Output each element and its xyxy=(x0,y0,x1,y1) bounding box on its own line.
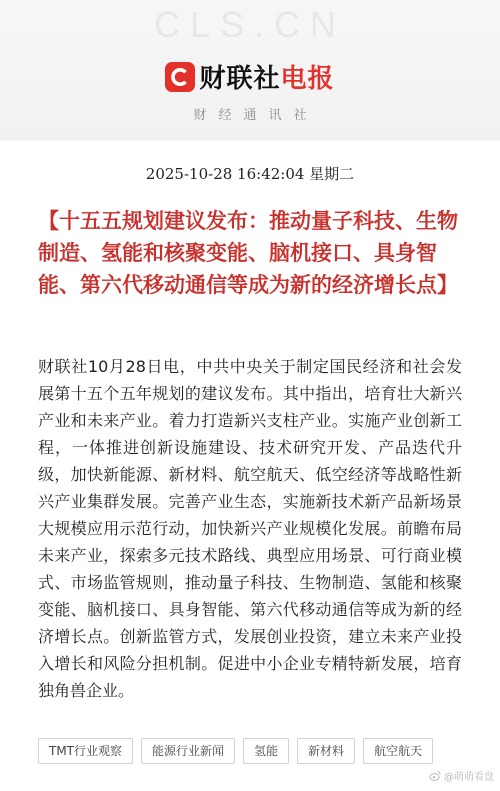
corner-watermark-text: @萌萌看盘 xyxy=(444,772,494,783)
weibo-icon xyxy=(429,770,441,782)
article-body: 财联社10月28日电，中共中央关于制定国民经济和社会发展第十五个五年规划的建议发布。其中指出，培育壮大新兴产业和未来产业。着力打造新兴支柱产业。实施产业创新工程，一体推进创新设施建设、技术研究开发、产品迭代升级，加快新能源、新材料、航空航天、低空经济等战略性新兴产业集群发展。完善产业生态，实施新技术新产品新场景大规模应用示范行动，加快新兴产业规模化发展。前瞻布局未来产业，探索多元技术路线、典型应用场景、可行商业模式、市场监管规则，推动量子科技、生物制造、氢能和核聚变能、脑机接口、具身智能、第六代移动通信等成为新的经济增长点。创新监管方式，发展创业投资，建立未来产业投入增长和风险分担机制。促进中小企业专精特新发展，培育独角兽企业。 xyxy=(38,357,462,700)
logo-suffix-text: 电报 xyxy=(280,64,335,94)
tag-item[interactable]: 能源行业新闻 xyxy=(141,738,235,764)
corner-watermark xyxy=(429,768,494,783)
brand-tagline: 财经通讯社 xyxy=(193,108,319,123)
logo-brand-text: 财联社 xyxy=(199,64,281,94)
article-headline: 【十五五规划建议发布：推动量子科技、生物制造、氢能和核聚变能、脑机接口、具身智能、第六代移动通信等成为新的经济增长点】 xyxy=(38,208,458,297)
brand-logo xyxy=(0,58,500,95)
tag-list xyxy=(38,738,433,764)
tag-item[interactable]: 氢能 xyxy=(243,738,289,764)
tag-item[interactable]: TMT行业观察 xyxy=(38,738,133,764)
logo-c-icon xyxy=(165,62,195,92)
site-watermark: CLS.CN xyxy=(153,4,347,45)
article-card xyxy=(0,141,500,791)
tag-item[interactable]: 新材料 xyxy=(297,738,355,764)
article-datetime: 2025-10-28 16:42:04 星期二 xyxy=(145,165,355,183)
tag-item[interactable]: 航空航天 xyxy=(363,738,433,764)
